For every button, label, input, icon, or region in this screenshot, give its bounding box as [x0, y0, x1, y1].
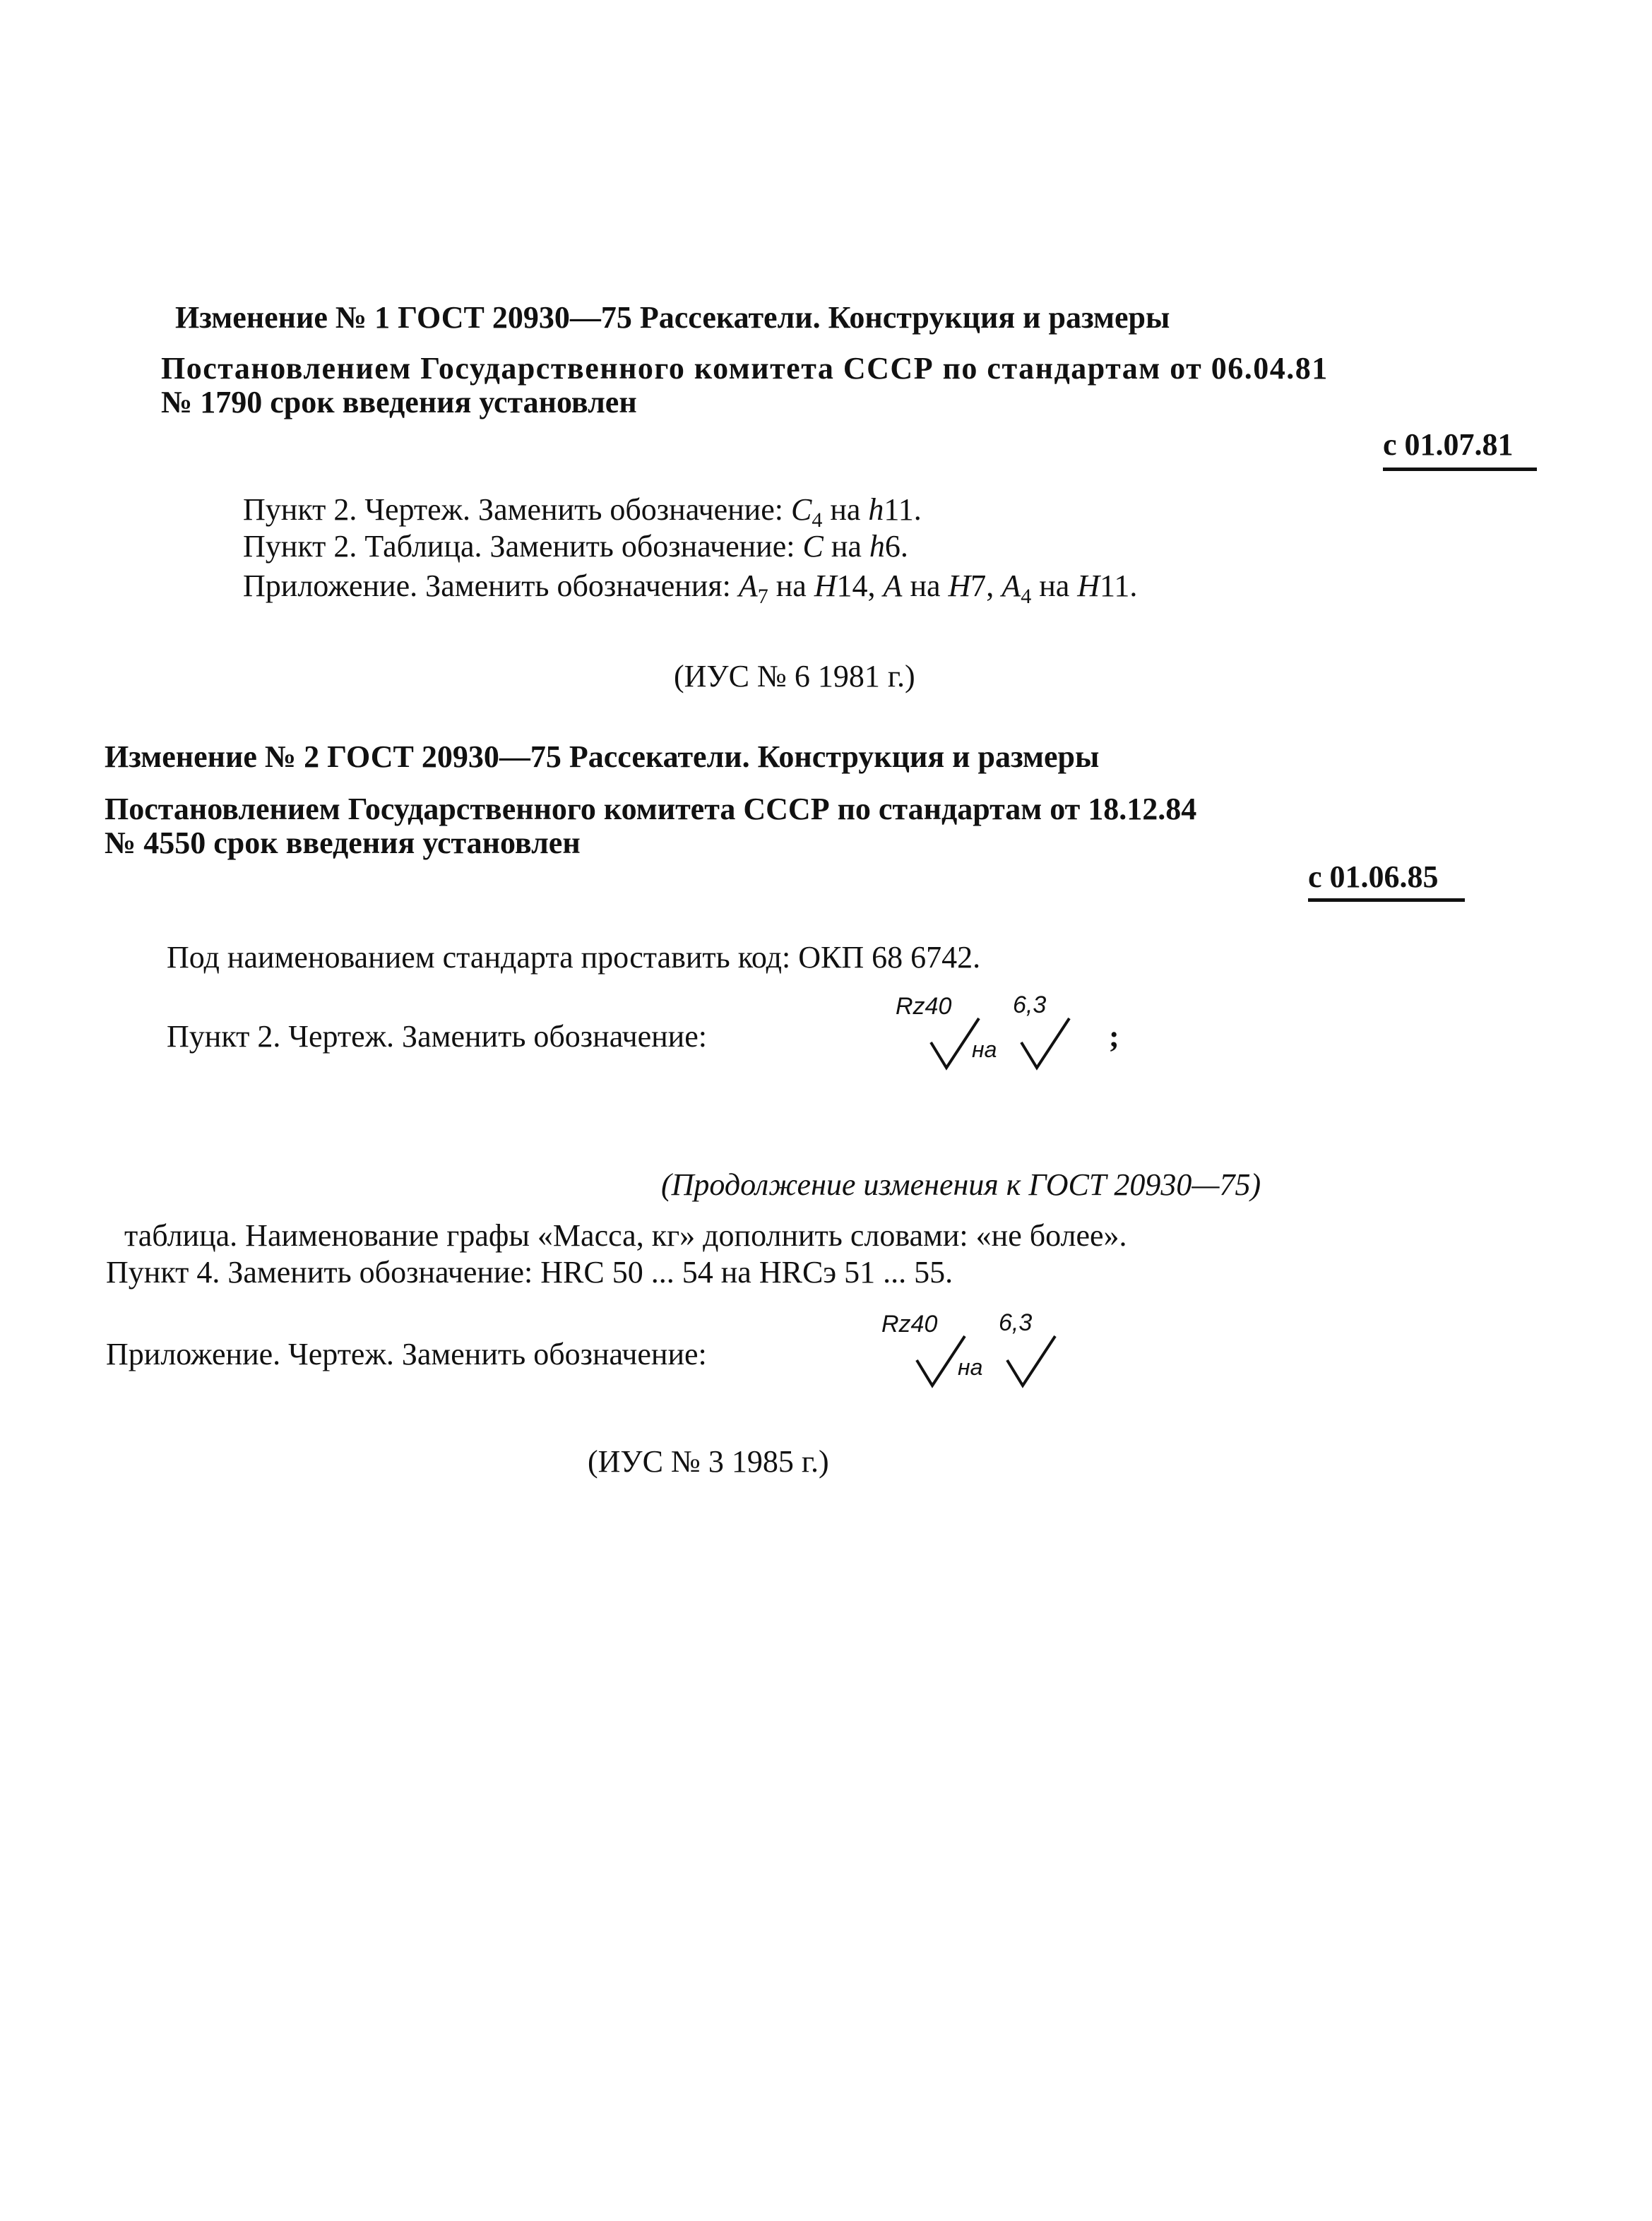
change1-source: (ИУС № 6 1981 г.) [674, 659, 915, 693]
change2-source: (ИУС № 3 1985 г.) [588, 1444, 829, 1479]
roughness-old-label: Rz40 [896, 993, 952, 1020]
change1-point2-drawing: Пункт 2. Чертеж. Заменить обозначение: $C_4$ на h11. [243, 492, 922, 532]
change1-decree-line1: Постановлением Государственного комитета СССР по стандартам от 06.04.81 [161, 351, 1329, 386]
roughness-replacement-2 [881, 1309, 1115, 1393]
roughness-symbols-icon [896, 997, 1129, 1075]
roughness-new-label-2: 6,3 [999, 1309, 1033, 1336]
roughness-na-label: на [972, 1037, 997, 1062]
change1-effective-date: с 01.07.81 [1383, 427, 1514, 462]
roughness-na-label-2: на [958, 1354, 983, 1380]
roughness-old-label-2: Rz40 [881, 1311, 938, 1338]
change2-appendix-drawing: Приложение. Чертеж. Заменить обозначение: [106, 1337, 707, 1371]
change1-decree-line2: № 1790 срок введения установлен [161, 385, 637, 419]
change2-table-mass: таблица. Наименование графы «Масса, кг» дополнить словами: «не более». [124, 1218, 1127, 1253]
change2-decree-line1: Постановлением Государственного комитета СССР по стандартам от 18.12.84 [105, 792, 1197, 826]
change2-title: Изменение № 2 ГОСТ 20930—75 Рассекатели. Конструкция и размеры [105, 739, 1100, 774]
change2-okp-code: Под наименованием стандарта проставить код: ОКП 68 6742. [167, 940, 981, 975]
change2-effective-underline [1308, 898, 1465, 902]
change1-effective-underline [1383, 468, 1537, 471]
change2-point4-hrc: Пункт 4. Заменить обозначение: HRC 50 ... 54 на HRCэ 51 ... 55. [106, 1255, 953, 1290]
change2-decree-line2: № 4550 срок введения установлен [105, 826, 581, 860]
change2-effective-date: с 01.06.85 [1308, 859, 1439, 894]
change1-point2-table: Пункт 2. Таблица. Заменить обозначение: C на h6. [243, 529, 908, 564]
change1-appendix: Приложение. Заменить обозначения: $A_7$ на H14, A на H7, $A_4$ на H11. [243, 568, 1138, 608]
change2-point2-drawing: Пункт 2. Чертеж. Заменить обозначение: [167, 1019, 707, 1054]
change2-continuation: (Продолжение изменения к ГОСТ 20930—75) [661, 1167, 1261, 1202]
roughness-new-label: 6,3 [1013, 992, 1047, 1018]
change2-point2-semicolon: ; [1109, 1019, 1119, 1054]
roughness-symbols-icon-2 [881, 1315, 1115, 1393]
change1-title: Изменение № 1 ГОСТ 20930—75 Рассекатели. Конструкция и размеры [175, 300, 1170, 335]
roughness-replacement-1 [896, 992, 1129, 1075]
